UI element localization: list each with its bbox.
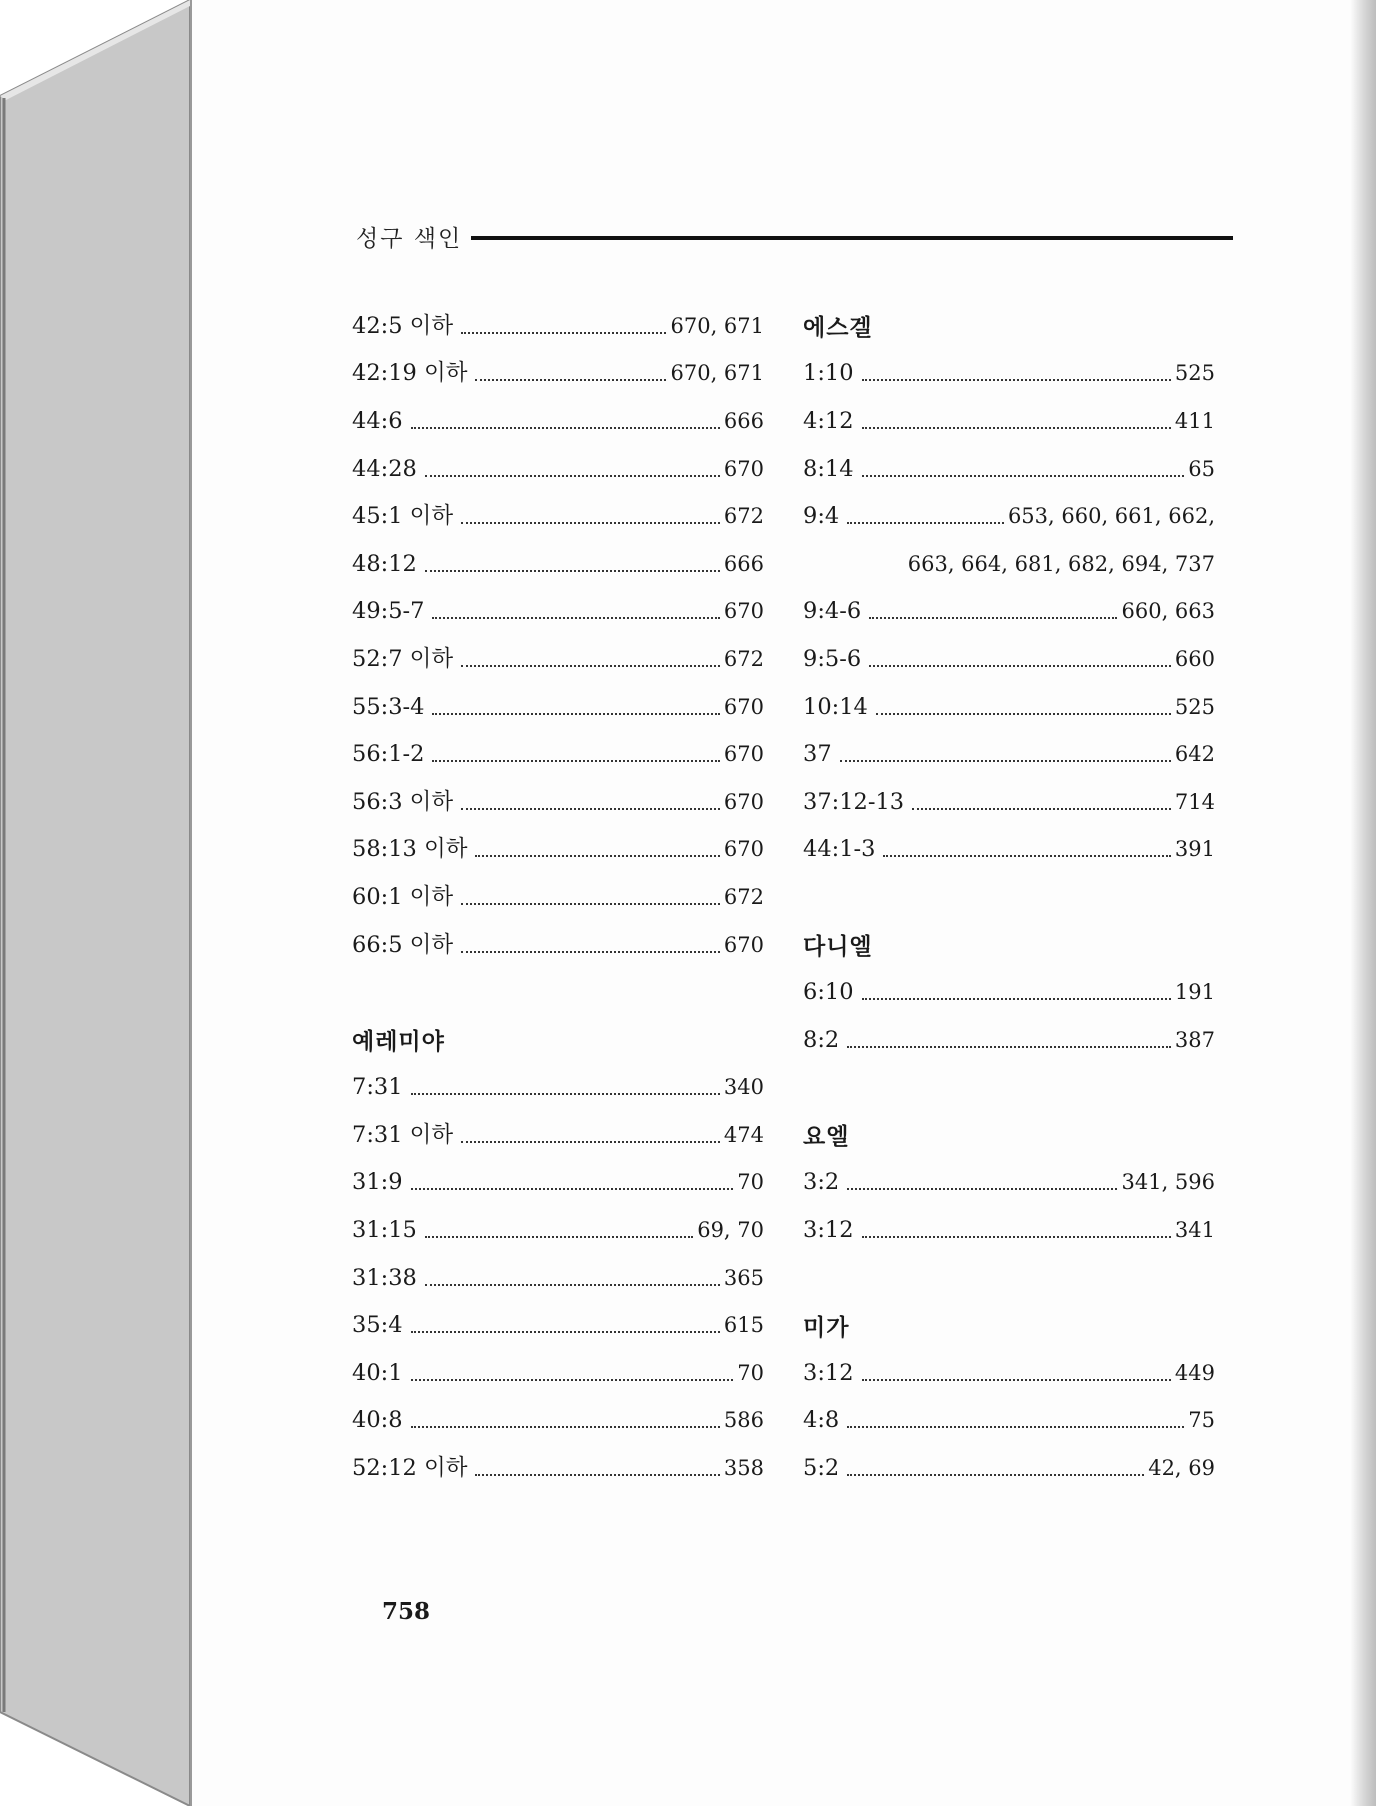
leader-dots <box>461 1141 720 1143</box>
entry-pages: 340 <box>723 1075 764 1100</box>
leader-dots <box>862 998 1171 1000</box>
entry-reference: 37 <box>803 741 832 768</box>
entry-pages: 663, 664, 681, 682, 694, 737 <box>907 551 1215 576</box>
entry-reference: 42:5 이하 <box>352 312 454 339</box>
entry-reference: 55:3-4 <box>352 693 425 720</box>
leader-dots <box>411 1093 720 1095</box>
leader-dots <box>862 1379 1171 1381</box>
entry-pages: 670 <box>723 932 764 957</box>
leader-dots <box>847 1474 1144 1476</box>
entry-reference: 56:3 이하 <box>352 788 454 815</box>
index-entry <box>352 635 764 683</box>
leader-dots <box>425 1236 693 1238</box>
leader-dots <box>461 665 720 667</box>
entry-pages: 672 <box>723 646 764 671</box>
index-entry <box>352 397 764 445</box>
entry-reference: 44:6 <box>352 407 403 434</box>
book-heading: 다니엘 <box>803 934 873 961</box>
leader-dots <box>862 475 1185 477</box>
leader-dots <box>883 855 1170 857</box>
leader-dots <box>461 522 720 524</box>
entry-pages: 411 <box>1174 408 1215 433</box>
entry-pages: 670 <box>723 599 764 624</box>
book-heading: 미가 <box>803 1314 850 1341</box>
entry-pages: 69, 70 <box>697 1218 764 1243</box>
index-entry <box>803 1206 1215 1254</box>
leader-dots <box>425 570 720 572</box>
index-entry <box>352 1206 764 1254</box>
leader-dots <box>432 760 719 762</box>
entry-pages: 670, 671 <box>670 361 764 386</box>
entry-pages: 666 <box>723 551 764 576</box>
leader-dots <box>411 427 720 429</box>
index-entry <box>803 1016 1215 1064</box>
entry-reference: 31:15 <box>352 1217 417 1244</box>
entry-reference: 1:10 <box>803 360 854 387</box>
leader-dots <box>876 713 1171 715</box>
entry-pages: 670, 671 <box>670 313 764 338</box>
leader-dots <box>432 617 719 619</box>
index-entry <box>352 1159 764 1207</box>
page-number: 758 <box>382 1598 431 1625</box>
entry-pages: 586 <box>723 1408 764 1433</box>
leader-dots <box>475 855 719 857</box>
entry-reference: 52:7 이하 <box>352 645 454 672</box>
index-column-right <box>803 302 1215 1492</box>
leader-dots <box>840 760 1171 762</box>
leader-dots <box>862 427 1171 429</box>
entry-reference: 48:12 <box>352 550 417 577</box>
entry-reference: 42:19 이하 <box>352 360 468 387</box>
entry-pages: 615 <box>723 1313 764 1338</box>
index-page <box>190 0 1376 1806</box>
entry-pages: 358 <box>723 1456 764 1481</box>
entry-pages: 42, 69 <box>1148 1456 1215 1481</box>
book-heading: 예레미야 <box>352 1029 445 1056</box>
index-entry <box>352 302 764 350</box>
index-entry <box>803 1444 1215 1492</box>
entry-reference: 56:1-2 <box>352 741 425 768</box>
leader-dots <box>475 379 666 381</box>
leader-dots <box>847 1188 1117 1190</box>
entry-reference: 3:12 <box>803 1359 854 1386</box>
entry-pages: 341, 596 <box>1121 1170 1215 1195</box>
index-entry <box>352 350 764 398</box>
index-entry <box>803 826 1215 874</box>
section-spacer <box>352 968 764 1016</box>
index-entry <box>803 1159 1215 1207</box>
entry-pages: 70 <box>737 1360 764 1385</box>
index-entry <box>352 588 764 636</box>
leader-dots <box>461 903 720 905</box>
index-entry <box>803 588 1215 636</box>
leader-dots <box>847 1046 1171 1048</box>
entry-reference: 10:14 <box>803 693 868 720</box>
entry-reference: 7:31 <box>352 1074 403 1101</box>
entry-reference: 40:8 <box>352 1407 403 1434</box>
entry-reference: 3:2 <box>803 1169 840 1196</box>
entry-reference: 9:4 <box>803 503 840 530</box>
entry-pages: 642 <box>1174 742 1215 767</box>
leader-dots <box>869 617 1117 619</box>
entry-reference: 7:31 이하 <box>352 1121 454 1148</box>
entry-pages: 670 <box>723 694 764 719</box>
entry-pages: 670 <box>723 837 764 862</box>
section-spacer <box>803 1254 1215 1302</box>
entry-reference: 8:2 <box>803 1026 840 1053</box>
leader-dots <box>425 475 720 477</box>
book-heading: 에스겔 <box>803 315 873 342</box>
entry-reference: 8:14 <box>803 455 854 482</box>
entry-reference: 3:12 <box>803 1217 854 1244</box>
leader-dots <box>461 808 720 810</box>
index-entry <box>803 1349 1215 1397</box>
entry-reference: 66:5 이하 <box>352 931 454 958</box>
entry-reference: 44:28 <box>352 455 417 482</box>
leader-dots <box>461 332 666 334</box>
leader-dots <box>411 1331 720 1333</box>
entry-pages: 191 <box>1174 980 1215 1005</box>
leader-dots <box>411 1188 734 1190</box>
entry-reference: 31:38 <box>352 1264 417 1291</box>
entry-pages: 714 <box>1174 789 1215 814</box>
entry-pages: 525 <box>1174 694 1215 719</box>
entry-reference: 52:12 이하 <box>352 1455 468 1482</box>
index-entry <box>803 968 1215 1016</box>
entry-reference: 37:12-13 <box>803 788 905 815</box>
running-head-rule <box>471 236 1233 240</box>
index-entry <box>352 921 764 969</box>
leader-dots <box>847 1426 1184 1428</box>
entry-pages: 75 <box>1188 1408 1215 1433</box>
entry-reference: 9:5-6 <box>803 645 862 672</box>
entry-pages: 70 <box>737 1170 764 1195</box>
index-entry <box>803 445 1215 493</box>
leader-dots <box>425 1284 720 1286</box>
entry-pages: 660 <box>1174 646 1215 671</box>
entry-reference: 31:9 <box>352 1169 403 1196</box>
entry-pages: 670 <box>723 742 764 767</box>
leader-dots <box>411 1426 720 1428</box>
index-entry <box>352 492 764 540</box>
leader-dots <box>461 951 720 953</box>
index-entry <box>352 826 764 874</box>
entry-reference: 4:12 <box>803 407 854 434</box>
entry-pages: 670 <box>723 456 764 481</box>
leader-dots <box>869 665 1171 667</box>
index-entry <box>352 540 764 588</box>
index-entry <box>352 1444 764 1492</box>
entry-pages: 672 <box>723 884 764 909</box>
page-edge-shadow <box>1350 0 1376 1806</box>
index-entry <box>352 1111 764 1159</box>
index-entry <box>803 1397 1215 1445</box>
index-entry <box>352 730 764 778</box>
index-entry-continuation <box>803 540 1215 588</box>
leader-dots <box>862 1236 1171 1238</box>
book-heading: 요엘 <box>803 1124 850 1151</box>
entry-pages: 672 <box>723 504 764 529</box>
index-entry <box>803 730 1215 778</box>
entry-pages: 387 <box>1174 1027 1215 1052</box>
entry-reference: 60:1 이하 <box>352 883 454 910</box>
entry-pages: 365 <box>723 1265 764 1290</box>
entry-pages: 65 <box>1188 456 1215 481</box>
entry-reference: 4:8 <box>803 1407 840 1434</box>
index-entry <box>803 350 1215 398</box>
entry-reference: 58:13 이하 <box>352 836 468 863</box>
entry-reference: 6:10 <box>803 979 854 1006</box>
entry-pages: 474 <box>723 1122 764 1147</box>
entry-pages: 341 <box>1174 1218 1215 1243</box>
entry-pages: 653, 660, 661, 662, <box>1007 504 1215 529</box>
entry-pages: 666 <box>723 408 764 433</box>
index-entry <box>803 492 1215 540</box>
index-entry <box>352 778 764 826</box>
index-entry <box>352 873 764 921</box>
entry-reference: 49:5-7 <box>352 598 425 625</box>
entry-pages: 670 <box>723 789 764 814</box>
index-entry <box>352 1397 764 1445</box>
leader-dots <box>475 1474 719 1476</box>
leader-dots <box>912 808 1171 810</box>
index-entry <box>352 683 764 731</box>
leader-dots <box>862 379 1171 381</box>
entry-reference: 44:1-3 <box>803 836 876 863</box>
index-entry <box>352 1349 764 1397</box>
index-entry <box>352 1254 764 1302</box>
section-spacer <box>803 873 1215 921</box>
index-entry <box>352 1301 764 1349</box>
running-head-title: 성구 색인 <box>356 226 463 252</box>
leader-dots <box>847 522 1004 524</box>
entry-pages: 660, 663 <box>1121 599 1215 624</box>
entry-reference: 9:4-6 <box>803 598 862 625</box>
index-column-left <box>352 302 764 1492</box>
index-entry <box>803 635 1215 683</box>
entry-reference: 45:1 이하 <box>352 503 454 530</box>
leader-dots <box>432 713 719 715</box>
index-entry <box>803 397 1215 445</box>
running-head <box>356 222 1390 256</box>
leader-dots <box>411 1379 734 1381</box>
index-entry <box>803 778 1215 826</box>
entry-pages: 525 <box>1174 361 1215 386</box>
entry-reference: 35:4 <box>352 1312 403 1339</box>
index-entry <box>352 1064 764 1112</box>
section-spacer <box>803 1064 1215 1112</box>
index-entry <box>352 445 764 493</box>
entry-reference: 5:2 <box>803 1455 840 1482</box>
entry-reference: 40:1 <box>352 1359 403 1386</box>
book-spine <box>0 0 192 1806</box>
entry-pages: 391 <box>1174 837 1215 862</box>
entry-pages: 449 <box>1174 1360 1215 1385</box>
index-entry <box>803 683 1215 731</box>
